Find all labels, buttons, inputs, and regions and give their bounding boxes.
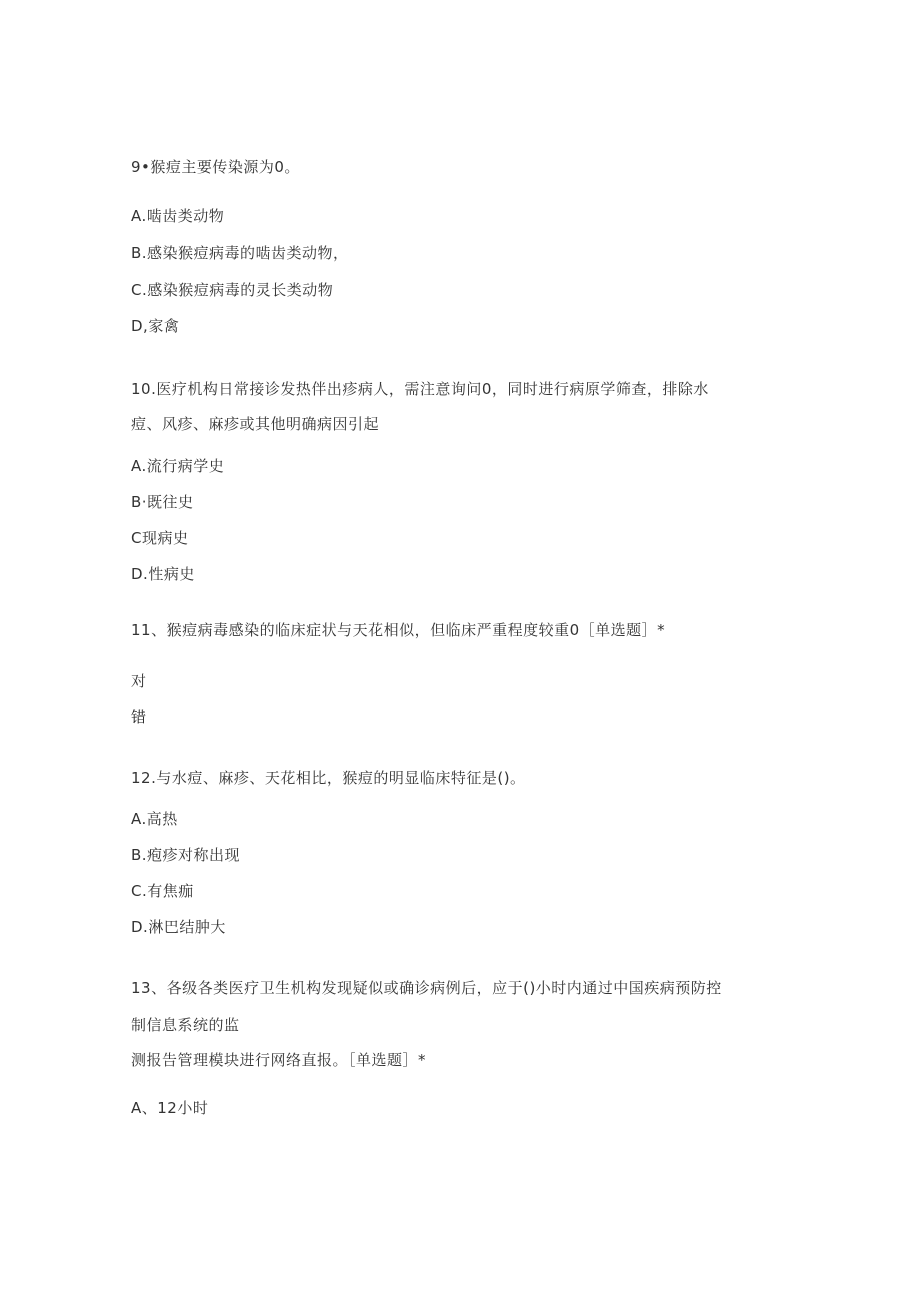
question-12-option-c: C.有焦痂 xyxy=(131,882,194,900)
question-11-text: 11、猴痘病毒感染的临床症状与天花相似，但临床严重程度较重0［单选题］* xyxy=(131,621,666,639)
question-11-option-true: 对 xyxy=(131,672,147,690)
question-12-option-b: B.疱疹对称出现 xyxy=(131,846,241,864)
question-9-text: 9•猴痘主要传染源为0。 xyxy=(131,158,300,176)
question-9-option-c: C.感染猴痘病毒的灵长类动物 xyxy=(131,281,334,299)
question-10-text-line-1: 10.医疗机构日常接诊发热伴出疹病人，需注意询问0，同时进行病原学筛查，排除水 xyxy=(131,380,709,398)
question-13-text-line-3: 测报告管理模块进行网络直报。［单选题］* xyxy=(131,1051,427,1069)
question-10-option-b: B·既往史 xyxy=(131,493,194,511)
question-13-text-line-1: 13、各级各类医疗卫生机构发现疑似或确诊病例后，应于()小时内通过中国疾病预防控 xyxy=(131,979,722,997)
question-9-option-a: A.啮齿类动物 xyxy=(131,207,225,225)
question-10-option-c: C现病史 xyxy=(131,529,189,547)
question-13-text-line-2: 制信息系统的监 xyxy=(131,1016,240,1034)
question-12-option-d: D.淋巴结肿大 xyxy=(131,918,226,936)
question-9-option-d: D,家禽 xyxy=(131,317,180,335)
question-10-option-d: D.性病史 xyxy=(131,565,195,583)
question-11-option-false: 错 xyxy=(131,708,147,726)
question-10-text-line-2: 痘、风疹、麻疹或其他明确病因引起 xyxy=(131,415,380,433)
question-13-option-a: A、12小时 xyxy=(131,1099,209,1117)
question-12-text: 12.与水痘、麻疹、天花相比，猴痘的明显临床特征是()。 xyxy=(131,769,526,787)
question-9-option-b: B.感染猴痘病毒的啮齿类动物， xyxy=(131,244,349,262)
question-10-option-a: A.流行病学史 xyxy=(131,457,225,475)
question-12-option-a: A.高热 xyxy=(131,810,178,828)
